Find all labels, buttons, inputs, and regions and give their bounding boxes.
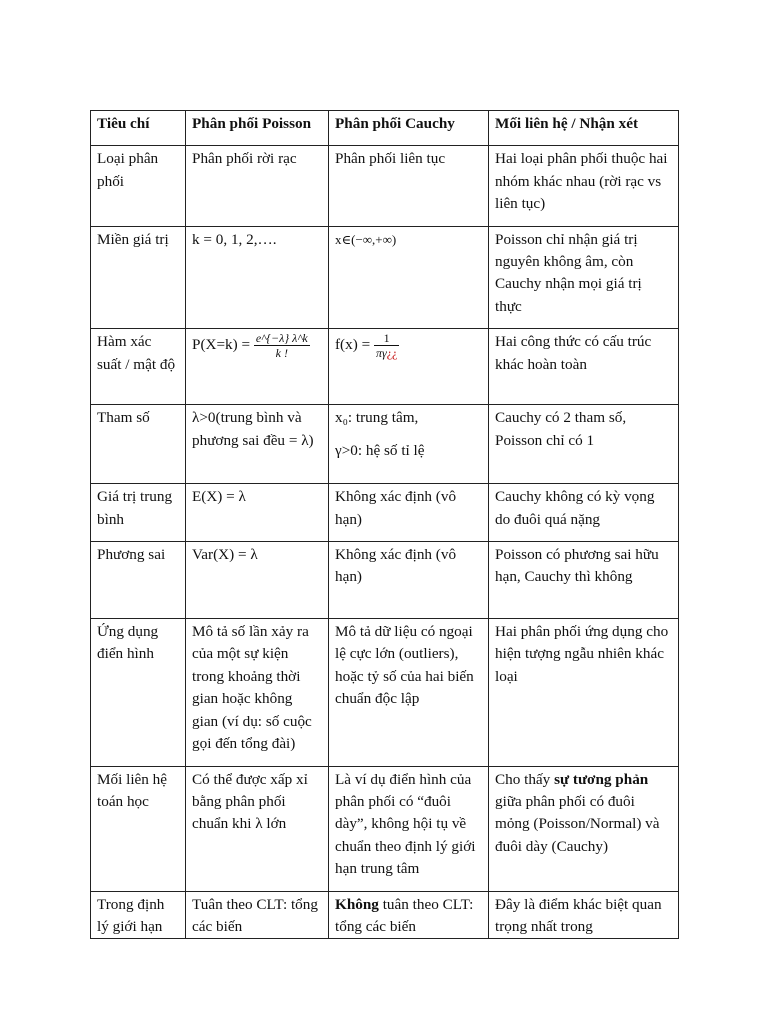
poisson-formula-prefix: P(X=k) = xyxy=(192,336,254,354)
cauchy-cell: Phân phối liên tục xyxy=(329,146,489,226)
row-criterion: Phương sai xyxy=(91,542,186,619)
cauchy-param-location: x₀: trung tâm, xyxy=(335,409,419,427)
note-cell xyxy=(489,766,679,891)
cauchy-cell: Mô tả dữ liệu có ngoại lệ cực lớn (outliers), hoặc tỷ số của hai biến chuẩn độc lập xyxy=(329,619,489,766)
row-criterion: Mối liên hệ toán học xyxy=(91,766,186,891)
poisson-cell: Var(X) = λ xyxy=(186,542,329,619)
poisson-cell: Có thể được xấp xỉ bằng phân phối chuẩn khi λ lớn xyxy=(186,766,329,891)
poisson-cell: E(X) = λ xyxy=(186,484,329,542)
cauchy-formula-denominator: πγ xyxy=(375,346,387,361)
note-cell: Hai công thức có cấu trúc khác hoàn toàn xyxy=(489,329,679,405)
note-suffix: giữa phân phối có đuôi mỏng (Poisson/Normal) và đuôi dày (Cauchy) xyxy=(495,792,660,855)
cauchy-formula-denominator-wrap xyxy=(374,346,399,360)
table-row xyxy=(91,766,679,891)
cauchy-cell: Không xác định (vô hạn) xyxy=(329,542,489,619)
note-cell: Cauchy có 2 tham số, Poisson chỉ có 1 xyxy=(489,405,679,484)
table-row xyxy=(91,542,679,619)
cauchy-rest: tuân theo CLT: tổng các biến xyxy=(335,895,474,935)
header-cauchy: Phân phối Cauchy xyxy=(329,111,489,146)
note-cell: Poisson có phương sai hữu hạn, Cauchy thì không xyxy=(489,542,679,619)
poisson-formula-denominator: k ! xyxy=(275,346,288,361)
cauchy-cell xyxy=(329,891,489,939)
row-criterion: Miền giá trị xyxy=(91,226,186,329)
poisson-cell: Phân phối rời rạc xyxy=(186,146,329,226)
header-criterion: Tiêu chí xyxy=(91,111,186,146)
cauchy-formula-denominator-tail: ¿¿ xyxy=(386,346,398,361)
poisson-cell: Tuân theo CLT: tổng các biến xyxy=(186,891,329,939)
row-criterion: Giá trị trung bình xyxy=(91,484,186,542)
poisson-cell: Mô tả số lần xảy ra của một sự kiện trong khoảng thời gian hoặc không gian (ví dụ: số cuộc gọi đến tổng đài) xyxy=(186,619,329,766)
header-note: Mối liên hệ / Nhận xét xyxy=(489,111,679,146)
table-row xyxy=(91,891,679,939)
table-row xyxy=(91,484,679,542)
cauchy-formula-prefix: f(x) = xyxy=(335,336,374,354)
poisson-cell: λ>0(trung bình và phương sai đều = λ) xyxy=(186,405,329,484)
header-poisson: Phân phối Poisson xyxy=(186,111,329,146)
table-header-row xyxy=(91,111,679,146)
note-cell: Hai loại phân phối thuộc hai nhóm khác nhau (rời rạc vs liên tục) xyxy=(489,146,679,226)
row-criterion: Tham số xyxy=(91,405,186,484)
note-cell: Poisson chỉ nhận giá trị nguyên không âm, còn Cauchy nhận mọi giá trị thực xyxy=(489,226,679,329)
cauchy-cell: Không xác định (vô hạn) xyxy=(329,484,489,542)
comparison-table xyxy=(90,110,679,939)
note-emphasis: sự tương phản xyxy=(554,770,649,788)
note-cell: Cauchy không có kỳ vọng do đuôi quá nặng xyxy=(489,484,679,542)
table-row xyxy=(91,226,679,329)
note-cell: Đây là điểm khác biệt quan trọng nhất trong xyxy=(489,891,679,939)
row-criterion: Ứng dụng điển hình xyxy=(91,619,186,766)
poisson-formula-numerator: e^{−λ} λ^k xyxy=(255,331,308,346)
cauchy-cell: Là ví dụ điển hình của phân phối có “đuôi dày”, không hội tụ về chuẩn theo định lý giới hạn trung tâm xyxy=(329,766,489,891)
poisson-formula-cell xyxy=(186,329,329,405)
cauchy-formula-fraction xyxy=(374,331,399,360)
poisson-cell: k = 0, 1, 2,…. xyxy=(186,226,329,329)
cauchy-emphasis: Không xyxy=(335,895,379,913)
poisson-formula-fraction xyxy=(254,331,310,360)
table-row xyxy=(91,405,679,484)
cauchy-formula-cell xyxy=(329,329,489,405)
cauchy-formula-numerator: 1 xyxy=(374,331,399,346)
cauchy-params-cell xyxy=(329,405,489,484)
table-row xyxy=(91,329,679,405)
row-criterion: Loại phân phối xyxy=(91,146,186,226)
cauchy-param-scale: γ>0: hệ số tỉ lệ xyxy=(335,441,425,459)
table-row xyxy=(91,146,679,226)
row-criterion: Trong định lý giới hạn xyxy=(91,891,186,939)
row-criterion: Hàm xác suất / mật độ xyxy=(91,329,186,405)
note-prefix: Cho thấy xyxy=(495,770,555,788)
cauchy-cell: x∈(−∞,+∞) xyxy=(329,226,489,329)
note-cell: Hai phân phối ứng dụng cho hiện tượng ngẫu nhiên khác loại xyxy=(489,619,679,766)
table-row xyxy=(91,619,679,766)
